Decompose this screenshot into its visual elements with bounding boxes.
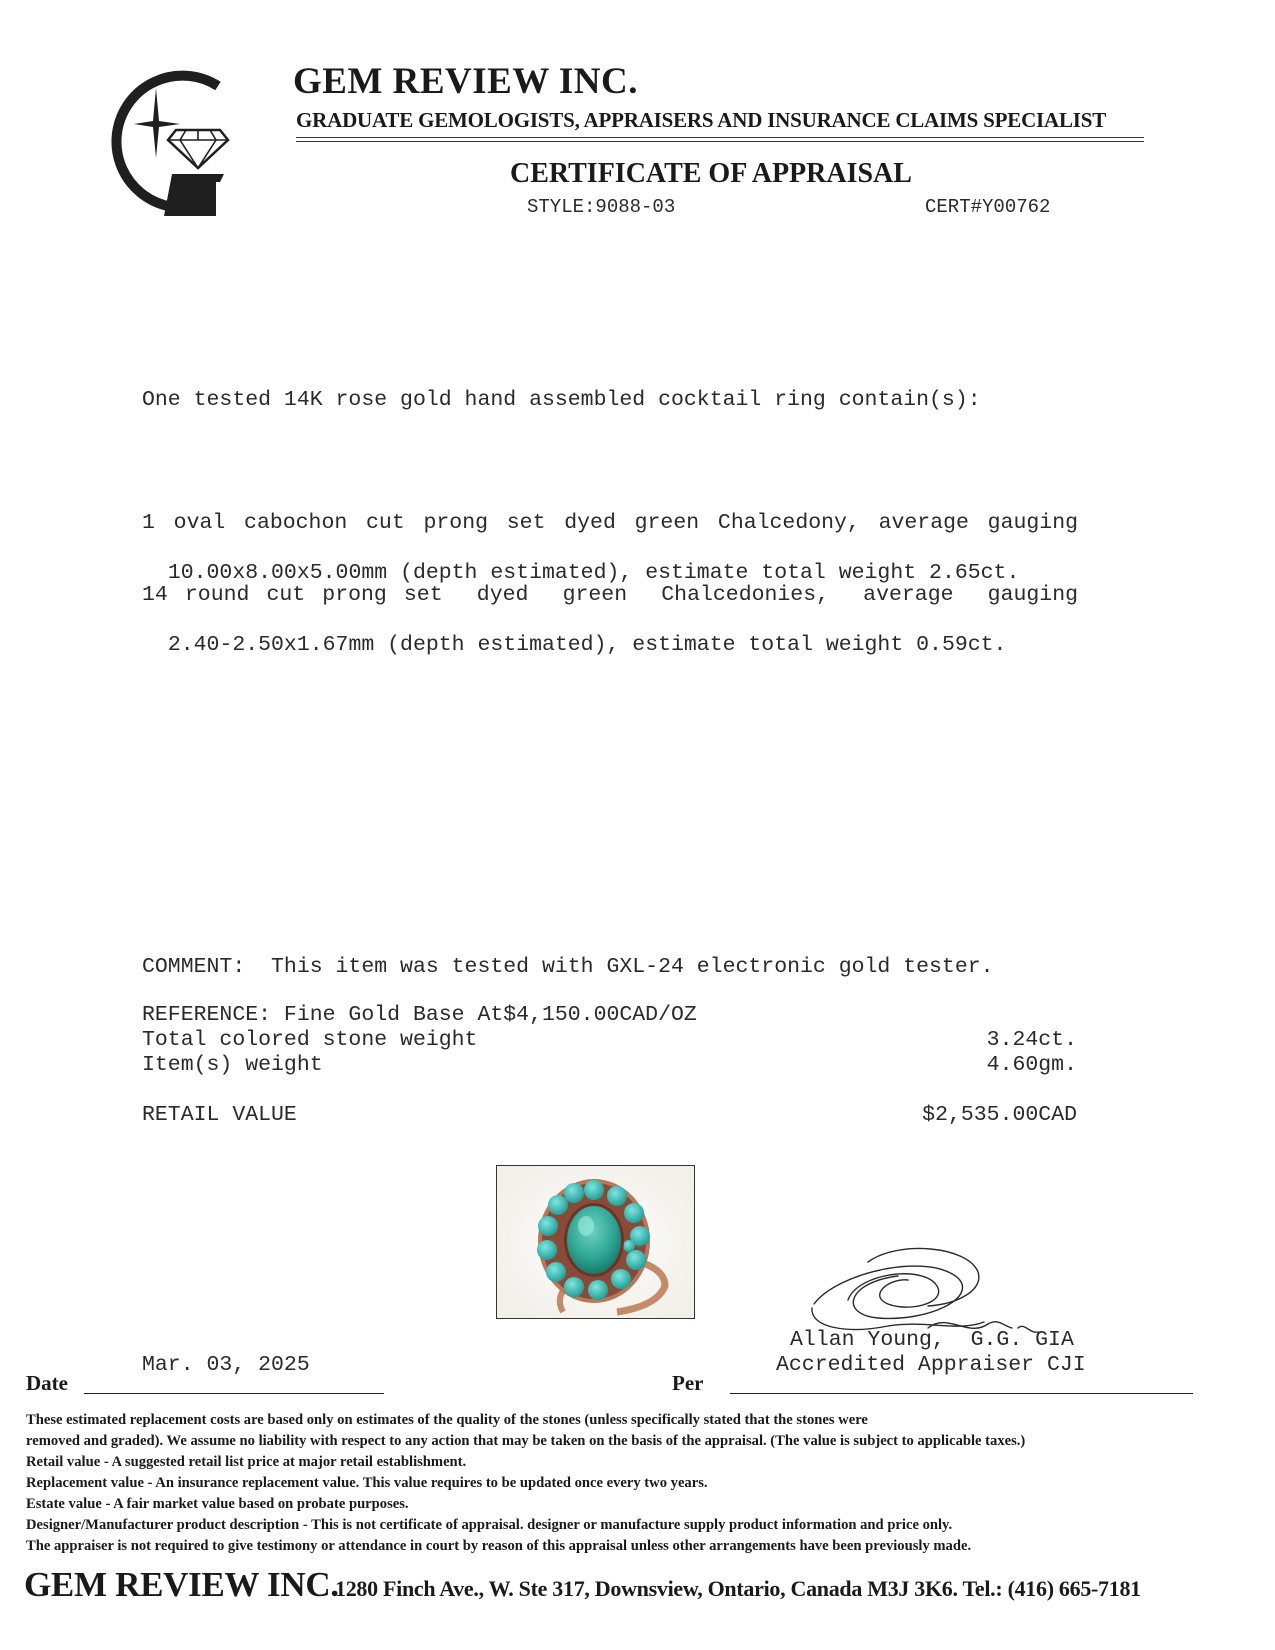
stone-description-2 xyxy=(142,533,1078,658)
footer-address: 1280 Finch Ave., W. Ste 317, Downsview, Ontario, Canada M3J 3K6. Tel.: (416) 665-7181 xyxy=(335,1576,1141,1601)
stone-2-line-2: 2.40-2.50x1.67mm (depth estimated), estimate total weight 0.59ct. xyxy=(167,633,1007,657)
appraisal-date: Mar. 03, 2025 xyxy=(142,1353,310,1377)
reference: REFERENCE: Fine Gold Base At$4,150.00CAD/OZ xyxy=(142,1003,697,1027)
style-number: STYLE:9088-03 xyxy=(527,196,676,218)
disclaimer-line: Replacement value - An insurance replacement value. This value requires to be updated once every two years. xyxy=(26,1475,708,1491)
retail-value-label: RETAIL VALUE xyxy=(142,1103,297,1127)
comment: COMMENT: This item was tested with GXL-24 electronic gold tester. xyxy=(142,955,994,979)
stone-weight-value: 3.24ct. xyxy=(986,1028,1077,1052)
ring-photo xyxy=(496,1165,695,1319)
disclaimer-line: These estimated replacement costs are based only on estimates of the quality of the stones (unless specifically stated that the stones were xyxy=(26,1412,868,1428)
stone-2-line-1: 14 round cut prong set dyed green Chalcedonies, average gauging xyxy=(142,583,1078,607)
header-divider xyxy=(296,137,1144,138)
document-title: CERTIFICATE OF APPRAISAL xyxy=(510,158,912,189)
disclaimer-line: Estate value - A fair market value based on probate purposes. xyxy=(26,1496,409,1512)
stone-1-line-2: 10.00x8.00x5.00mm (depth estimated), estimate total weight 2.65ct. xyxy=(167,561,1020,585)
item-weight-label: Item(s) weight xyxy=(142,1053,323,1077)
company-name: GEM REVIEW INC. xyxy=(293,61,638,102)
company-subtitle: GRADUATE GEMOLOGISTS, APPRAISERS AND INSURANCE CLAIMS SPECIALIST xyxy=(296,108,1107,132)
appraiser-credentials: Accredited Appraiser CJI xyxy=(776,1353,1086,1377)
item-description: One tested 14K rose gold hand assembled cocktail ring contain(s): xyxy=(142,388,981,412)
stone-1-line-1: 1 oval cabochon cut prong set dyed green Chalcedony, average gauging xyxy=(142,511,1078,535)
ring-image xyxy=(497,1166,694,1318)
disclaimer-line: The appraiser is not required to give testimony or attendance in court by reason of this appraisal unless other arrangements have been previously made. xyxy=(26,1538,972,1554)
certificate-number: CERT#Y00762 xyxy=(925,196,1051,218)
per-label: Per xyxy=(672,1371,704,1395)
retail-value: $2,535.00CAD xyxy=(922,1103,1077,1127)
item-weight-value: 4.60gm. xyxy=(986,1053,1077,1077)
disclaimer-line: Designer/Manufacturer product description - This is not certificate of appraisal. designer or manufacture supply product information and price only. xyxy=(26,1517,953,1533)
appraiser-name: Allan Young, G.G. GIA xyxy=(790,1328,1074,1352)
appraiser-signature xyxy=(808,1242,1044,1340)
disclaimer-line: removed and graded). We assume no liability with respect to any action that may be taken on the basis of the appraisal. (The value is subject to applicable taxes.) xyxy=(26,1433,1026,1449)
disclaimer-line: Retail value - A suggested retail list price at major retail establishment. xyxy=(26,1454,467,1470)
footer-company-name: GEM REVIEW INC. xyxy=(24,1565,339,1604)
company-logo xyxy=(100,66,240,222)
date-label: Date xyxy=(26,1371,68,1395)
signature-line xyxy=(730,1393,1193,1394)
header-divider xyxy=(296,141,1144,142)
stone-weight-label: Total colored stone weight xyxy=(142,1028,478,1052)
date-line xyxy=(84,1393,384,1394)
